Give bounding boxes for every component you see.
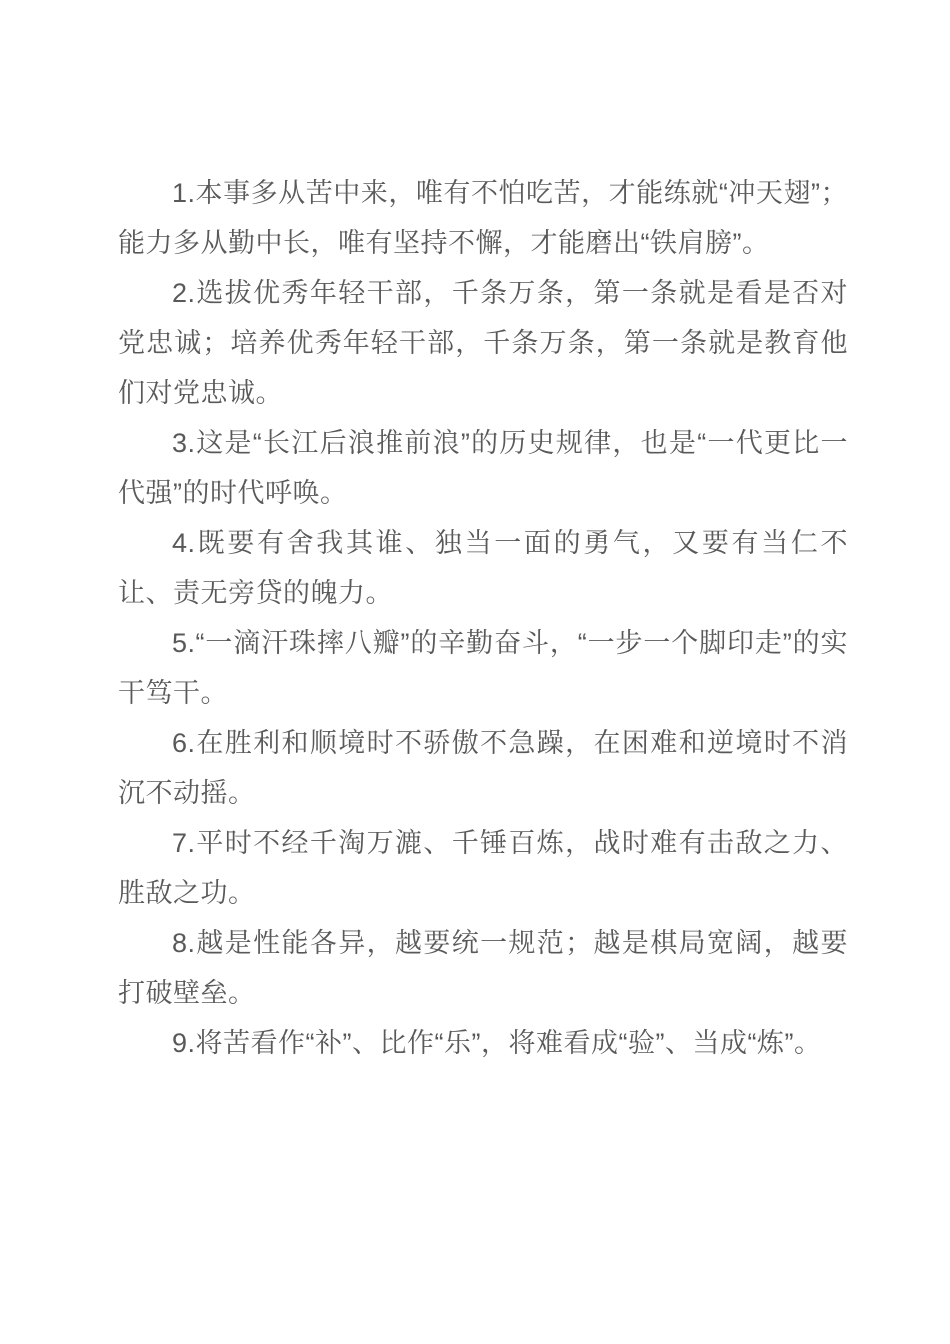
list-item-9: 9.将苦看作“补”、比作“乐”，将难看成“验”、当成“炼”。 — [172, 1028, 822, 1058]
list-item-7: 7.平时不经千淘万漉、千锤百炼，战时难有击敌之力、胜敌之功。 — [118, 828, 848, 908]
list-item-6: 6.在胜利和顺境时不骄傲不急躁，在困难和逆境时不消沉不动摇。 — [118, 728, 848, 808]
list-item-2: 2.选拔优秀年轻干部，千条万条，第一条就是看是否对党忠诚；培养优秀年轻干部，千条万条，第一条就是教育他们对党忠诚。 — [118, 278, 848, 408]
list-item-3: 3.这是“长江后浪推前浪”的历史规律，也是“一代更比一代强”的时代呼唤。 — [118, 428, 848, 508]
list-item-8: 8.越是性能各异，越要统一规范；越是棋局宽阔，越要打破壁垒。 — [118, 928, 848, 1008]
document-body — [118, 168, 848, 1068]
list-item-4: 4.既要有舍我其谁、独当一面的勇气，又要有当仁不让、责无旁贷的魄力。 — [118, 528, 848, 608]
list-item-1: 1.本事多从苦中来，唯有不怕吃苦，才能练就“冲天翅”；能力多从勤中长，唯有坚持不懈，才能磨出“铁肩膀”。 — [118, 178, 848, 258]
list-item-5: 5.“一滴汗珠摔八瓣”的辛勤奋斗，“一步一个脚印走”的实干笃干。 — [118, 628, 848, 708]
